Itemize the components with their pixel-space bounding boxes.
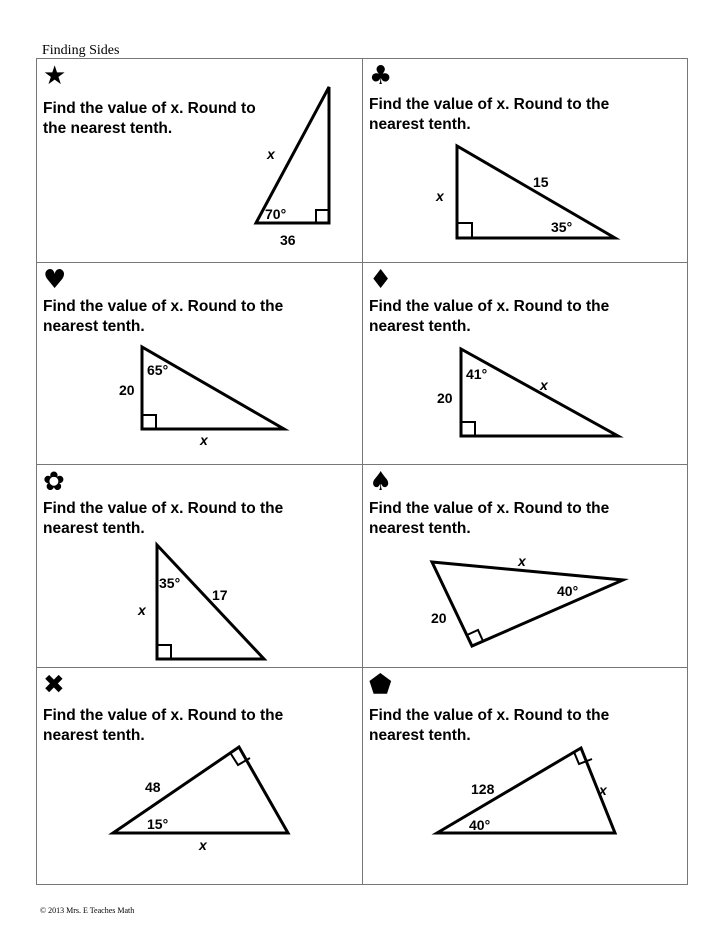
- problem-card-spade: [363, 465, 689, 667]
- right-triangle: [457, 146, 615, 238]
- base-label: x: [200, 432, 208, 448]
- problem-prompt: Find the value of x. Round to the nearest tenth.: [369, 298, 610, 335]
- hypotenuse-label: 17: [212, 587, 228, 603]
- angle-label: 40°: [557, 583, 579, 599]
- base-label: 36: [280, 232, 296, 248]
- problem-card-flower: [37, 465, 362, 667]
- leg-label: x: [138, 602, 146, 618]
- triangle-diagram: [37, 668, 362, 885]
- leg-label: x: [436, 188, 444, 204]
- flower-icon: ✿: [43, 467, 65, 497]
- hypotenuse-label: x: [267, 146, 275, 162]
- triangle-diagram: [37, 59, 362, 262]
- heart-icon: ♥: [43, 265, 67, 295]
- copyright-footer: © 2013 Mrs. E Teaches Math: [40, 906, 135, 915]
- leg-label: 20: [119, 382, 135, 398]
- right-angle-marker: [316, 210, 329, 223]
- spade-icon: ♠: [369, 467, 393, 497]
- problem-grid: [36, 58, 688, 885]
- problem-card-star: [37, 59, 362, 262]
- angle-label: 35°: [551, 219, 573, 235]
- hypotenuse-label: x: [199, 837, 207, 853]
- triangle-diagram: [37, 263, 362, 464]
- triangle-diagram: [363, 668, 689, 885]
- problem-card-diamond: [363, 263, 689, 464]
- diamond-icon: ♦: [369, 265, 393, 295]
- page-title: Finding Sides: [42, 43, 120, 58]
- star-icon: ★: [43, 61, 67, 91]
- problem-prompt: Find the value of x. Round to the nearest tenth.: [43, 707, 284, 744]
- angle-label: 65°: [147, 362, 169, 378]
- problem-prompt: Find the value of x. Round to the nearest tenth.: [43, 298, 284, 335]
- hypotenuse-label: x: [518, 553, 526, 569]
- problem-prompt: Find the value of x. Round to the nearest tenth.: [369, 500, 610, 537]
- right-triangle: [142, 347, 284, 429]
- problem-prompt: Find the value of x. Round to the nearest tenth.: [43, 100, 256, 137]
- right-angle-marker: [457, 223, 472, 238]
- angle-label: 41°: [466, 366, 488, 382]
- club-icon: ♣: [369, 61, 393, 91]
- right-angle-marker: [142, 415, 156, 429]
- hypotenuse-label: x: [540, 377, 548, 393]
- leg-label: 128: [471, 781, 495, 797]
- angle-label: 35°: [159, 575, 181, 591]
- angle-label: 15°: [147, 816, 169, 832]
- leg-label: x: [599, 782, 607, 798]
- leg-label: 20: [437, 390, 453, 406]
- right-angle-marker: [461, 422, 475, 436]
- triangle-diagram: [363, 263, 689, 464]
- leg-label: 20: [431, 610, 447, 626]
- angle-label: 70°: [265, 206, 287, 222]
- hypotenuse-label: 15: [533, 174, 549, 190]
- problem-prompt: Find the value of x. Round to the nearest tenth.: [43, 500, 284, 537]
- problem-prompt: Find the value of x. Round to the nearest tenth.: [369, 96, 610, 133]
- right-triangle: [157, 545, 264, 659]
- problem-card-club: [363, 59, 689, 262]
- problem-card-heart: [37, 263, 362, 464]
- problem-prompt: Find the value of x. Round to the nearest tenth.: [369, 707, 610, 744]
- problem-card-pentagon: [363, 668, 689, 885]
- triangle-diagram: [363, 465, 689, 667]
- triangle-diagram: [37, 465, 362, 667]
- leg-label: 48: [145, 779, 161, 795]
- right-angle-marker: [157, 645, 171, 659]
- right-triangle: [113, 747, 288, 833]
- triangle-diagram: [363, 59, 689, 262]
- pentagon-icon: ⬟: [369, 670, 392, 700]
- right-triangle: [432, 562, 623, 646]
- angle-label: 40°: [469, 817, 491, 833]
- problem-card-x-mark: [37, 668, 362, 885]
- x-mark-icon: ✖: [43, 670, 65, 700]
